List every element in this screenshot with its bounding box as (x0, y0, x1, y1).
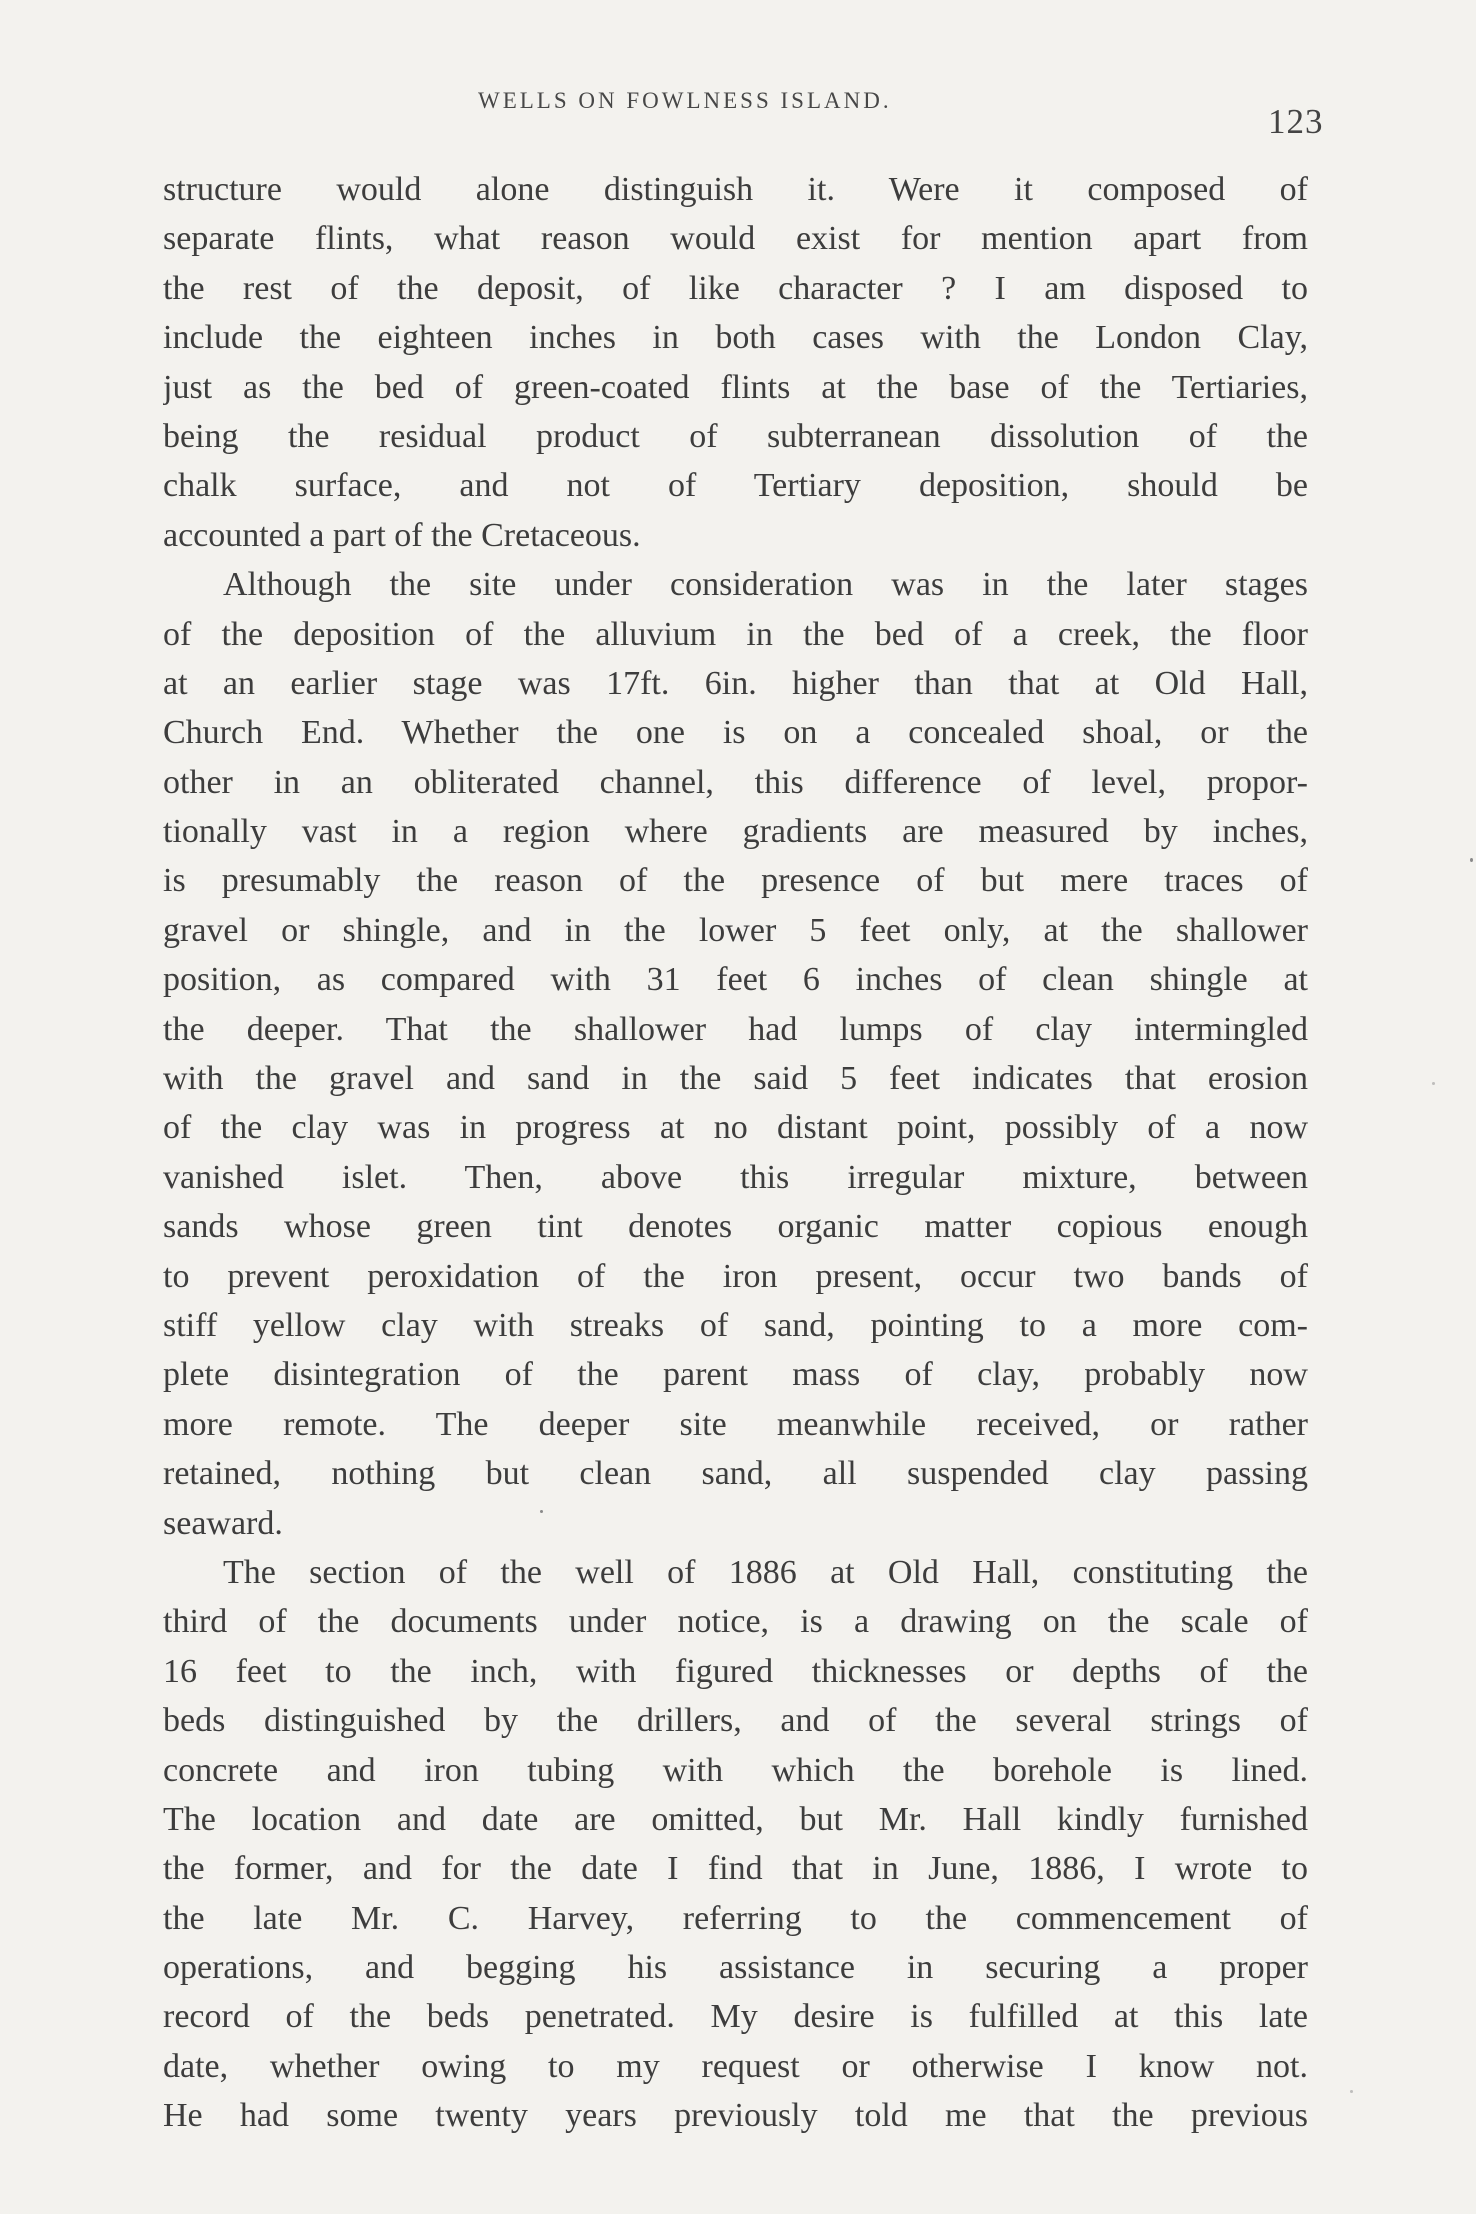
text-line: record of the beds penetrated. My desire is fulfilled at this late (163, 1998, 1308, 2036)
text-line: being the residual product of subterranean dissolution of the (163, 417, 1308, 455)
text-line: the former, and for the date I find that in June, 1886, I wrote to (163, 1850, 1308, 1888)
text-line: 16 feet to the inch, with figured thicknesses or depths of the (163, 1652, 1308, 1690)
running-head: WELLS ON FOWLNESS ISLAND. (478, 88, 892, 113)
text-line: the deeper. That the shallower had lumps of clay intermingled (163, 1010, 1308, 1048)
text-line: concrete and iron tubing with which the borehole is lined. (163, 1751, 1308, 1789)
text-line: Church End. Whether the one is on a concealed shoal, or the (163, 714, 1308, 752)
print-speck (1432, 1082, 1435, 1085)
text-line: retained, nothing but clean sand, all suspended clay passing (163, 1455, 1308, 1493)
text-line: vanished islet. Then, above this irregular mixture, between (163, 1158, 1308, 1196)
text-line: of the clay was in progress at no distant point, possibly of a now (163, 1109, 1308, 1147)
text-line: third of the documents under notice, is a drawing on the scale of (163, 1603, 1308, 1641)
text-line: chalk surface, and not of Tertiary deposition, should be (163, 467, 1308, 505)
text-line: structure would alone distinguish it. Were it composed of (163, 171, 1308, 208)
text-line: date, whether owing to my request or otherwise I know not. (163, 2047, 1308, 2085)
print-speck (1470, 858, 1473, 862)
text-line: of the deposition of the alluvium in the bed of a creek, the floor (163, 615, 1308, 653)
text-line: seaward. (163, 1504, 283, 1542)
text-line: more remote. The deeper site meanwhile received, or rather (163, 1405, 1308, 1443)
text-line: the late Mr. C. Harvey, referring to the commencement of (163, 1899, 1308, 1937)
text-line: accounted a part of the Cretaceous. (163, 516, 641, 554)
text-line: gravel or shingle, and in the lower 5 feet only, at the shallower (163, 911, 1308, 949)
print-speck (540, 1510, 543, 1513)
text-line: He had some twenty years previously told me that the previous (163, 2097, 1308, 2135)
text-line: other in an obliterated channel, this difference of level, propor- (163, 763, 1308, 801)
text-line: is presumably the reason of the presence of but mere traces of (163, 862, 1308, 900)
text-line: the rest of the deposit, of like character ? I am disposed to (163, 269, 1308, 307)
text-line: sands whose green tint denotes organic matter copious enough (163, 1208, 1308, 1246)
page-number: 123 (1268, 102, 1324, 141)
text-line: position, as compared with 31 feet 6 inches of clean shingle at (163, 961, 1308, 999)
text-line: to prevent peroxidation of the iron present, occur two bands of (163, 1257, 1308, 1295)
text-line: The location and date are omitted, but Mr. Hall kindly furnished (163, 1800, 1308, 1838)
text-line: separate flints, what reason would exist for mention apart from (163, 220, 1308, 258)
text-line: Although the site under consideration was in the later stages (223, 566, 1308, 604)
text-line: plete disintegration of the parent mass of clay, probably now (163, 1356, 1308, 1394)
text-line: tionally vast in a region where gradients are measured by inches, (163, 813, 1308, 851)
text-line: include the eighteen inches in both cases with the London Clay, (163, 319, 1308, 357)
print-speck (1350, 2090, 1353, 2093)
text-line: The section of the well of 1886 at Old Hall, constituting the (223, 1553, 1308, 1591)
text-line: with the gravel and sand in the said 5 feet indicates that erosion (163, 1060, 1308, 1098)
text-line: stiff yellow clay with streaks of sand, pointing to a more com- (163, 1306, 1308, 1344)
text-line: operations, and begging his assistance in securing a proper (163, 1949, 1308, 1987)
text-line: at an earlier stage was 17ft. 6in. higher than that at Old Hall, (163, 664, 1308, 702)
body-text (163, 165, 1308, 2141)
text-line: beds distinguished by the drillers, and of the several strings of (163, 1702, 1308, 1740)
text-line: just as the bed of green-coated flints at the base of the Tertiaries, (163, 368, 1308, 406)
